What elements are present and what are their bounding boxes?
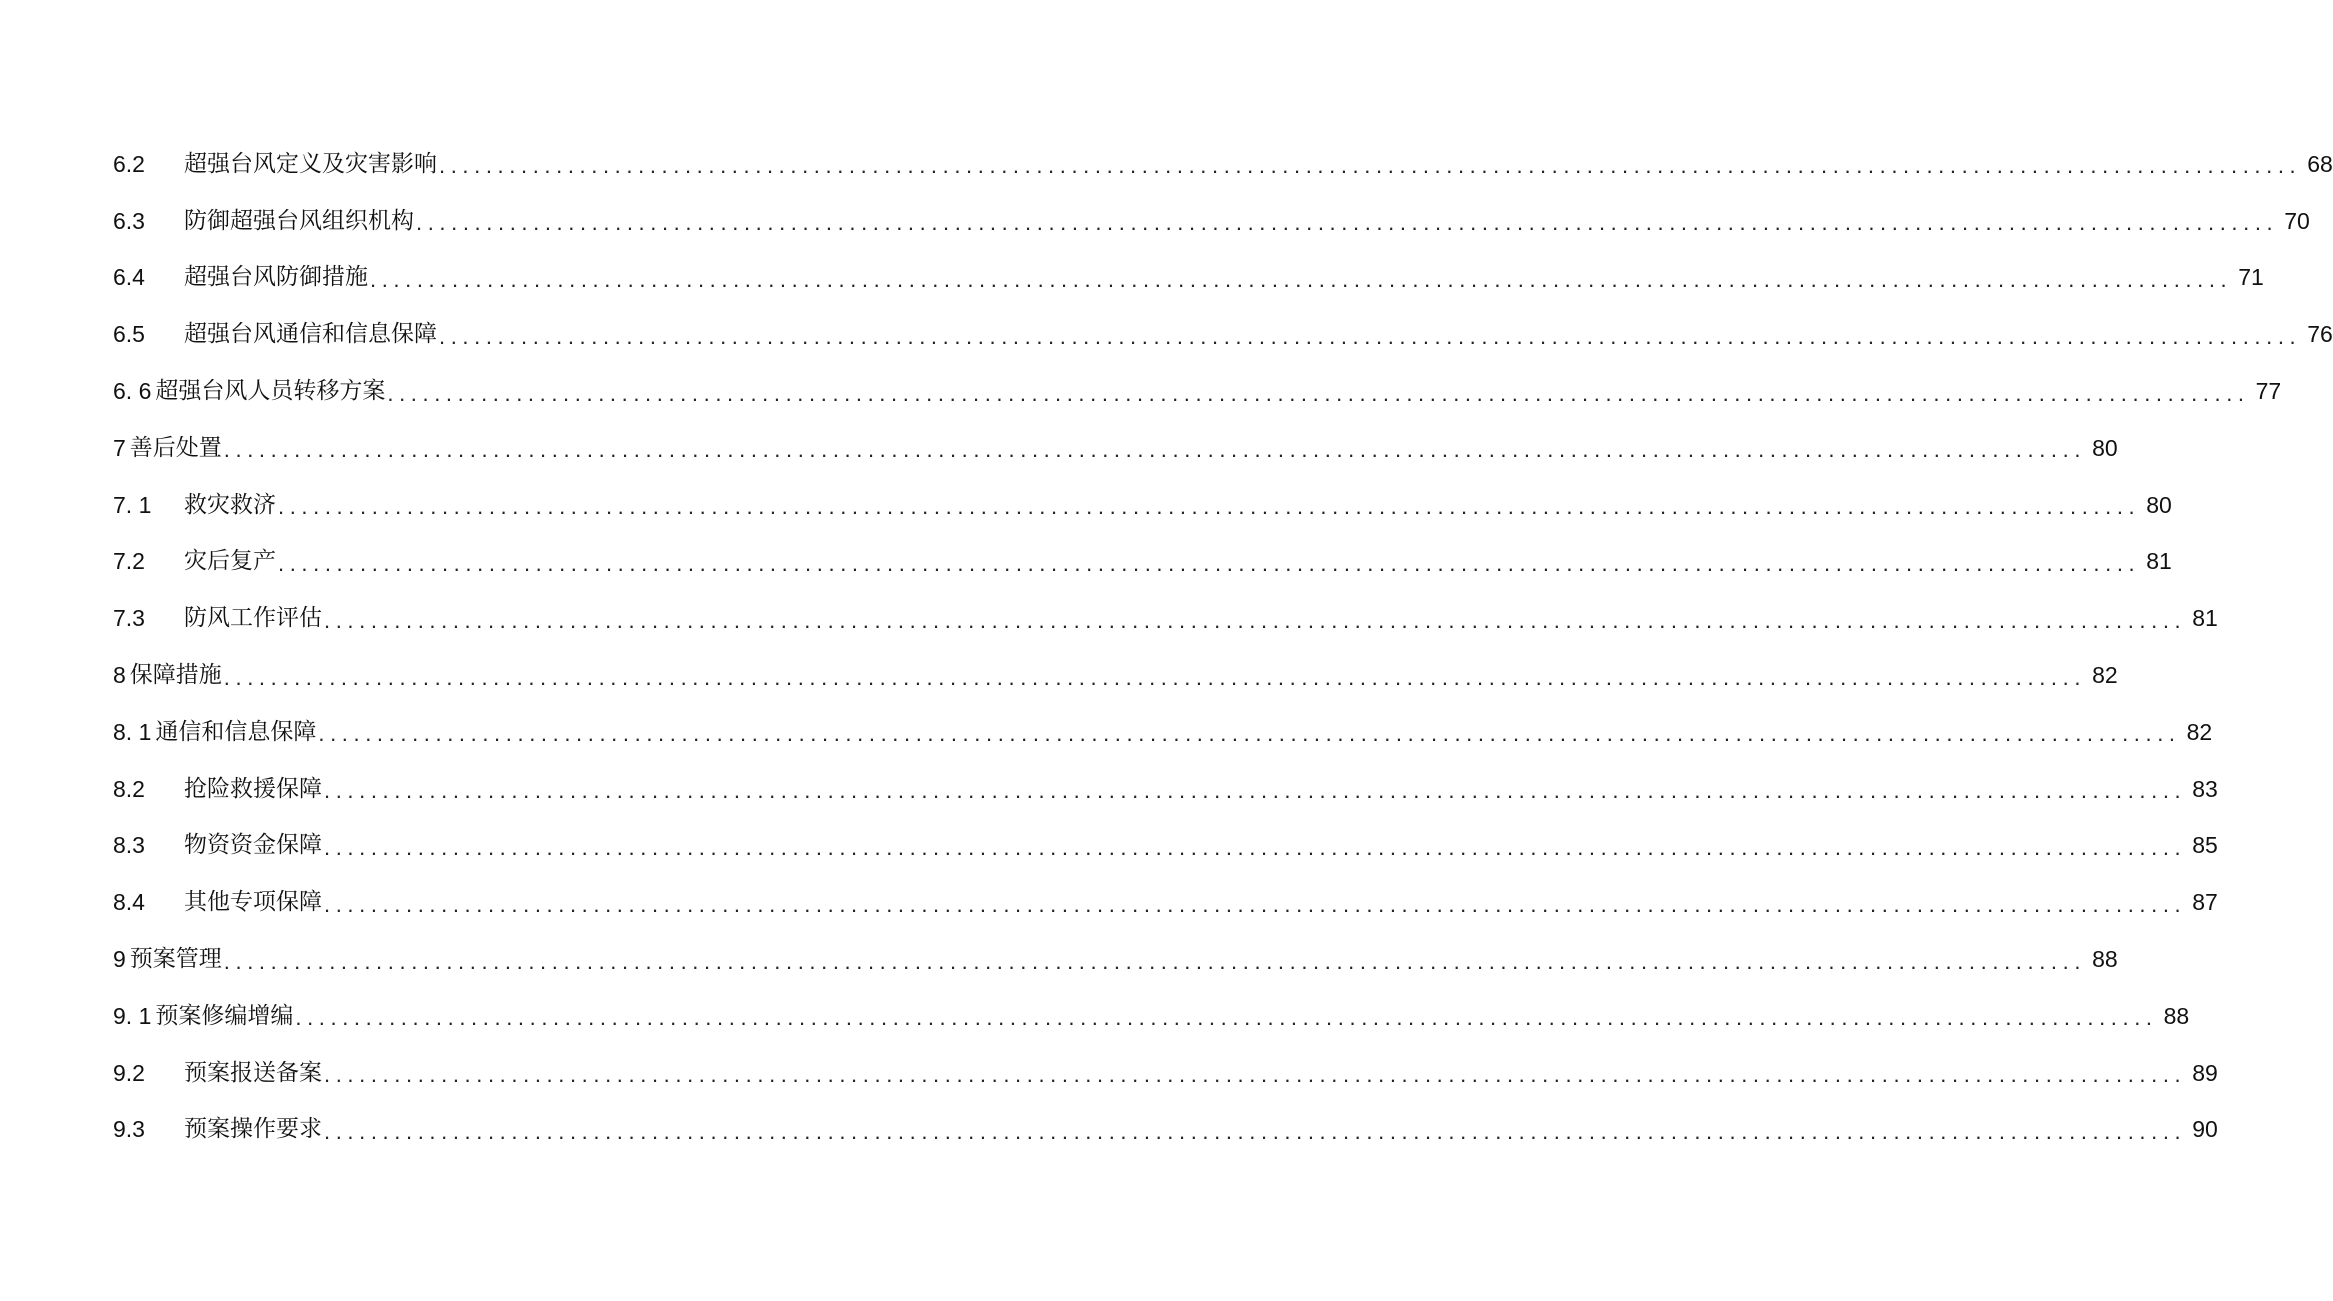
toc-entry-title: 预案管理 xyxy=(129,946,222,973)
toc-entry xyxy=(113,1045,2218,1102)
toc-entry-page-number: 68 xyxy=(2307,150,2333,177)
toc-entry-number: 7.2 xyxy=(113,548,145,575)
toc-dot-leader: ............................................................................................................................................................... xyxy=(278,550,2141,576)
toc-dot-leader: ............................................................................................................................................................... xyxy=(324,834,2187,860)
toc-entry-number: 7. 1 xyxy=(113,491,152,518)
toc-entry-page-number: 71 xyxy=(2238,264,2264,291)
toc-entry xyxy=(113,477,2172,534)
toc-entry-number: 8 xyxy=(113,662,126,689)
toc-entry-page-number: 80 xyxy=(2146,491,2172,518)
toc-entry-title: 保障措施 xyxy=(129,662,222,689)
toc-entry-title: 救灾救济 xyxy=(184,491,276,518)
toc-dot-leader: ............................................................................................................................................................... xyxy=(318,721,2181,747)
toc-dot-leader: ............................................................................................................................................................... xyxy=(439,153,2302,179)
toc-entry-title: 防风工作评估 xyxy=(184,605,322,632)
toc-entry xyxy=(113,647,2118,704)
toc-dot-leader: ............................................................................................................................................................... xyxy=(324,607,2187,633)
toc-entry-number: 8.2 xyxy=(113,775,145,802)
toc-entry xyxy=(113,988,2190,1045)
toc-entry-page-number: 88 xyxy=(2092,946,2118,973)
toc-entry-page-number: 80 xyxy=(2092,434,2118,461)
toc-entry-page-number: 82 xyxy=(2092,662,2118,689)
toc-entry-number: 6.3 xyxy=(113,207,145,234)
toc-dot-leader: ............................................................................................................................................................... xyxy=(324,1118,2187,1144)
toc-entry-page-number: 83 xyxy=(2192,775,2218,802)
toc-dot-leader: ............................................................................................................................................................... xyxy=(370,266,2233,292)
toc-entry xyxy=(113,250,2264,307)
toc-entry xyxy=(113,363,2282,420)
toc-entry-title: 通信和信息保障 xyxy=(155,718,317,745)
toc-entry-page-number: 70 xyxy=(2284,207,2310,234)
toc-dot-leader: ............................................................................................................................................................... xyxy=(223,437,2087,463)
toc-entry-number: 9.2 xyxy=(113,1059,145,1086)
toc-entry-number: 7.3 xyxy=(113,605,145,632)
toc-entry xyxy=(113,818,2218,875)
toc-entry-title: 超强台风人员转移方案 xyxy=(155,378,386,405)
toc-entry-title: 预案修编增编 xyxy=(155,1002,294,1029)
toc-entry-title: 其他专项保障 xyxy=(184,889,322,916)
toc-dot-leader: ............................................................................................................................................................... xyxy=(324,778,2187,804)
toc-entry-number: 6.4 xyxy=(113,264,145,291)
toc-entry-title: 防御超强台风组织机构 xyxy=(184,207,414,234)
toc-entry xyxy=(113,704,2213,761)
toc-entry-number: 9. 1 xyxy=(113,1002,152,1029)
toc-entry-page-number: 85 xyxy=(2192,832,2218,859)
toc-dot-leader: ............................................................................................................................................................... xyxy=(387,380,2250,406)
toc-entry-page-number: 90 xyxy=(2192,1116,2218,1143)
toc-entry-page-number: 87 xyxy=(2192,889,2218,916)
toc-entry xyxy=(113,874,2218,931)
toc-entry-page-number: 89 xyxy=(2192,1059,2218,1086)
toc-entry-title: 灾后复产 xyxy=(184,548,276,575)
toc-entry xyxy=(113,193,2310,250)
toc-entry xyxy=(113,1102,2218,1159)
toc-entry-title: 超强台风通信和信息保障 xyxy=(184,321,437,348)
toc-entry-number: 9 xyxy=(113,946,126,973)
toc-entry-title: 物资资金保障 xyxy=(184,832,322,859)
toc-entry-number: 6.5 xyxy=(113,321,145,348)
toc-entry-title: 超强台风防御措施 xyxy=(184,264,368,291)
toc-entry-number: 8. 1 xyxy=(113,718,152,745)
toc-dot-leader: ............................................................................................................................................................... xyxy=(416,210,2279,236)
toc-entry-page-number: 81 xyxy=(2146,548,2172,575)
toc-entry-page-number: 82 xyxy=(2186,718,2213,745)
toc-entry-number: 6.2 xyxy=(113,150,145,177)
toc-entry-number: 8.3 xyxy=(113,832,145,859)
toc-entry-page-number: 81 xyxy=(2192,605,2218,632)
toc-entry-title: 抢险救援保障 xyxy=(184,775,322,802)
toc-dot-leader: ............................................................................................................................................................... xyxy=(223,664,2087,690)
toc-dot-leader: ............................................................................................................................................................... xyxy=(295,1005,2158,1031)
toc-dot-leader: ............................................................................................................................................................... xyxy=(439,323,2302,349)
toc-entry-page-number: 88 xyxy=(2163,1002,2190,1029)
toc-entry xyxy=(113,590,2218,647)
toc-entry-title: 善后处置 xyxy=(129,434,222,461)
toc-entry-title: 预案操作要求 xyxy=(184,1116,322,1143)
toc-entry xyxy=(113,534,2172,591)
toc-entry-number: 6. 6 xyxy=(113,378,152,405)
toc-entry xyxy=(113,136,2333,193)
toc-entry-number: 7 xyxy=(113,434,126,461)
toc-entry xyxy=(113,761,2218,818)
table-of-contents xyxy=(113,136,2333,1158)
toc-entry xyxy=(113,420,2118,477)
toc-entry-number: 8.4 xyxy=(113,889,145,916)
toc-dot-leader: ............................................................................................................................................................... xyxy=(324,891,2187,917)
toc-entry-title: 超强台风定义及灾害影响 xyxy=(184,150,437,177)
toc-dot-leader: ............................................................................................................................................................... xyxy=(223,948,2087,974)
toc-entry xyxy=(113,306,2333,363)
toc-entry-number: 9.3 xyxy=(113,1116,145,1143)
toc-entry-page-number: 76 xyxy=(2307,321,2333,348)
toc-dot-leader: ............................................................................................................................................................... xyxy=(278,494,2141,520)
toc-entry-page-number: 77 xyxy=(2255,378,2282,405)
toc-entry xyxy=(113,931,2118,988)
toc-dot-leader: ............................................................................................................................................................... xyxy=(324,1062,2187,1088)
toc-entry-title: 预案报送备案 xyxy=(184,1059,322,1086)
